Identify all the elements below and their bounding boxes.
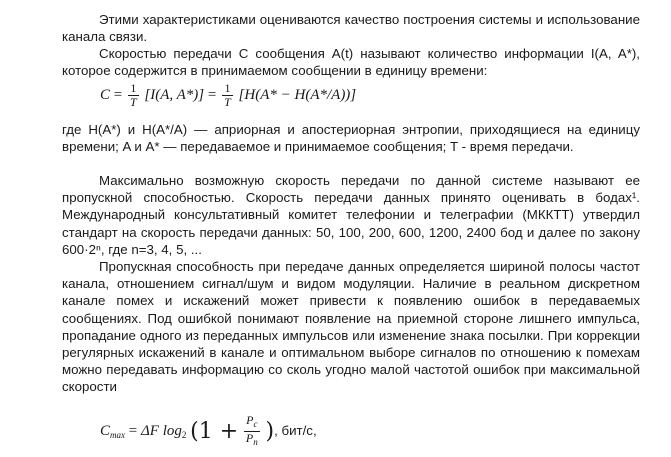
formula-rate-lhs: C — [100, 86, 111, 103]
formula-rate-frac1-num: 1 — [128, 82, 139, 96]
paragraph-1: Этими характеристиками оцениваются качество построения системы и использование канала связи. — [62, 12, 640, 45]
formula-capacity-close: ) — [265, 419, 275, 444]
formula-rate-frac2-num: 1 — [222, 82, 233, 96]
formula-rate-eq1: = — [113, 86, 123, 103]
formula-rate-body1: [I(A, A*)] — [144, 86, 205, 103]
formula-capacity-log-base: 2 — [181, 429, 187, 440]
formula-capacity-eq: = — [128, 422, 138, 439]
formula-capacity-frac-num-p: P — [246, 413, 254, 427]
formula-capacity-frac-num — [244, 414, 260, 432]
formula-capacity-open: (1 + — [190, 419, 239, 444]
formula-capacity-frac-num-sub: c — [253, 419, 258, 429]
formula-capacity — [100, 414, 317, 449]
formula-rate-fraction-2 — [222, 82, 233, 109]
formula-capacity-frac-den-sub: п — [253, 437, 258, 447]
formula-capacity-lhs: C — [100, 422, 111, 439]
formula-rate-fraction-1 — [128, 82, 139, 109]
paragraph-4: Максимально возможную скорость передачи по данной системе называют ее пропускной способностью. Скорость передачи данных принято оценивать в бодах¹. Международный консультативный комитет телефонии и телеграфии (МККТТ) утвердил стандарт на скорость передачи данных: 50, 100, 200, 600, 1200, 2400 бод и далее по закону 600·2ⁿ, где n=3, 4, 5, ... — [62, 173, 640, 257]
formula-capacity-fraction — [244, 414, 260, 449]
formula-rate — [100, 82, 356, 109]
formula-rate-eq2: = — [207, 86, 217, 103]
formula-rate-frac2-den: T — [224, 95, 231, 109]
formula-capacity-lhs-sub: max — [110, 429, 126, 440]
paragraph-5: Пропускная способность при передаче данных определяется шириной полосы частот канала, отношением сигнал/шум и видом модуляции. Наличие в реальном дискретном канале помех и искажений может привести к появлению ошибок в передаваемых сообщениях. Под ошибкой понимают появление на приемной стороне лишнего импульса, пропадание одного из переданных импульсов или изменение знака посылки. При коррекции регулярных искажений в канале и оптимальном выборе сигналов по отношению к помехам можно передавать информацию со сколь угодно малой частотой ошибок при максимальной скорости — [62, 259, 640, 395]
formula-capacity-frac-den — [244, 432, 260, 449]
paragraph-2: Скоростью передачи C сообщения A(t) называют количество информации I(A, A*), которое содержится в принимаемом сообщении в единицу времени: — [62, 46, 640, 79]
paragraph-3: где H(A*) и H(A*/A) — априорная и апостериорная энтропии, приходящиеся на единицу времени; A и A* — передаваемое и принимаемое сообщения; T - время передачи. — [62, 122, 640, 155]
formula-capacity-units: , бит/с, — [274, 422, 317, 438]
formula-capacity-bandwidth: ΔF log — [140, 422, 182, 439]
formula-capacity-frac-den-p: P — [245, 431, 254, 445]
formula-rate-frac1-den: T — [129, 95, 137, 109]
formula-rate-body2: [H(A* − H(A*/A))] — [238, 86, 357, 103]
